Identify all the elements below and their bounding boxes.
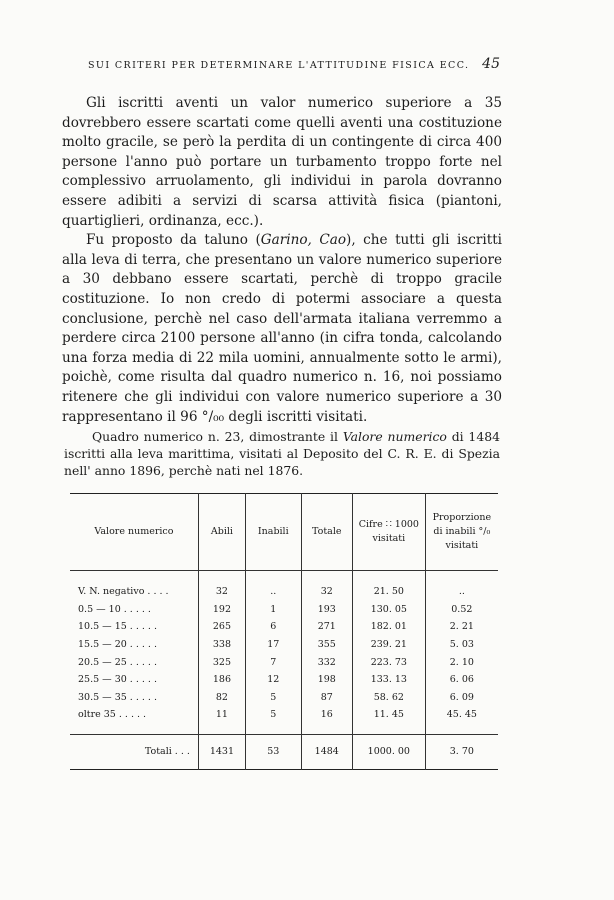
cell-totale: 198 — [301, 671, 352, 689]
cell-totale: 87 — [301, 689, 352, 707]
statistics-table — [70, 493, 498, 770]
table-row — [70, 618, 498, 636]
cell-proporzione: 2. 21 — [425, 618, 498, 636]
cell-range: 10.5 — 15 . . . . . — [78, 621, 157, 633]
caption-lead: Quadro numerico n. 23, dimostrante il — [92, 429, 343, 444]
cell-range: oltre 35 . . . . . — [78, 709, 147, 721]
cell-inabili: 1 — [245, 601, 301, 619]
cell-cifre: 11. 45 — [352, 706, 425, 734]
cell-abili: 32 — [198, 571, 245, 601]
cell-abili: 82 — [198, 689, 245, 707]
caption-italic: Valore numerico — [342, 429, 447, 444]
cell-range: 0.5 — 10 . . . . . — [78, 603, 151, 615]
cell-range: 25.5 — 30 . . . . . — [78, 674, 157, 686]
cell-inabili: 12 — [245, 671, 301, 689]
table-row — [70, 689, 498, 707]
running-header — [88, 56, 500, 72]
cell-totale: 355 — [301, 636, 352, 654]
header-cifre: Cifre ∷ 1000 visitati — [352, 494, 425, 571]
cell-cifre: 239. 21 — [352, 636, 425, 654]
running-title: SUI CRITERI PER DETERMINARE L'ATTITUDINE FISICA ECC. — [88, 60, 470, 71]
cell-cifre: 58. 62 — [352, 689, 425, 707]
cell-inabili: 17 — [245, 636, 301, 654]
cell-proporzione: 45. 45 — [425, 706, 498, 734]
cell-range: V. N. negativo . . . . — [78, 586, 169, 598]
header-valore-numerico: Valore numerico — [94, 526, 174, 537]
totals-proporzione: 3. 70 — [425, 734, 498, 769]
cell-proporzione: 2. 10 — [425, 653, 498, 671]
cell-inabili: 5 — [245, 689, 301, 707]
paragraph-2-rest: ), che tutti gli iscritti alla leva di terra, che presentano un valore numerico superiore a 30 debbano essere scartati, perchè di troppo gracile costituzione. Io non credo di potermi associare a questa conclusione, perchè nel caso dell'armata italiana verremmo a perdere circa 2100 persone all'anno (in cifra tonda, calcolando una forza media di 22 mila uomini, annualmente sotto le armi), poichè, come risulta dal quadro numerico n. 16, noi possiamo ritenere che gli individui con valore numerico superiore a 30 rappresentano il 96 °/₀₀ degli iscritti visitati. — [62, 232, 502, 425]
cell-proporzione: 5. 03 — [425, 636, 498, 654]
table-header-row — [70, 494, 498, 571]
paragraph-2 — [62, 231, 502, 427]
cell-totale: 193 — [301, 601, 352, 619]
paragraph-2-names: Garino, Cao — [260, 232, 347, 249]
cell-proporzione: .. — [425, 571, 498, 601]
cell-cifre: 133. 13 — [352, 671, 425, 689]
table-row — [70, 571, 498, 601]
header-inabili: Inabili — [245, 494, 301, 571]
cell-inabili: .. — [245, 571, 301, 601]
cell-proporzione: 0.52 — [425, 601, 498, 619]
cell-cifre: 223. 73 — [352, 653, 425, 671]
cell-totale: 332 — [301, 653, 352, 671]
totals-abili: 1431 — [198, 734, 245, 769]
table-row — [70, 671, 498, 689]
table-row — [70, 653, 498, 671]
cell-cifre: 21. 50 — [352, 571, 425, 601]
header-abili: Abili — [198, 494, 245, 571]
table-row — [70, 706, 498, 734]
totals-totale: 1484 — [301, 734, 352, 769]
cell-abili: 325 — [198, 653, 245, 671]
header-totale: Totale — [301, 494, 352, 571]
paragraph-1: Gli iscritti aventi un valor numerico superiore a 35 dovrebbero essere scartati come quelli aventi una costituzione molto gracile, se però la perdita di un contingente di circa 400 persone l'anno può portare un turbamento troppo forte nel complessivo arruolamento, gli individui in parola dovranno essere adibiti a servizi di scarsa attività fisica (piantoni, quartiglieri, ordinanza, ecc.). — [62, 95, 502, 229]
table-row — [70, 636, 498, 654]
cell-abili: 192 — [198, 601, 245, 619]
totals-row — [70, 734, 498, 769]
cell-totale: 32 — [301, 571, 352, 601]
cell-abili: 338 — [198, 636, 245, 654]
cell-abili: 186 — [198, 671, 245, 689]
paragraph-2-start: Fu proposto da taluno ( — [86, 232, 261, 249]
cell-cifre: 182. 01 — [352, 618, 425, 636]
cell-range: 20.5 — 25 . . . . . — [78, 656, 157, 668]
totals-label: Totali . . . — [144, 746, 190, 758]
cell-totale: 271 — [301, 618, 352, 636]
cell-proporzione: 6. 06 — [425, 671, 498, 689]
cell-range: 15.5 — 20 . . . . . — [78, 639, 157, 651]
page-number: 45 — [482, 56, 500, 72]
cell-inabili: 7 — [245, 653, 301, 671]
caption-rest: di 1484 iscritti alla leva marittima, visitati al Deposito del C. R. E. di Spezia nell' anno 1896, perchè nati nel 1876. — [64, 429, 500, 478]
totals-cifre: 1000. 00 — [352, 734, 425, 769]
totals-inabili: 53 — [245, 734, 301, 769]
header-proporzione: Proporzione di inabili °/₀ visitati — [425, 494, 498, 571]
cell-inabili: 6 — [245, 618, 301, 636]
cell-totale: 16 — [301, 706, 352, 734]
cell-cifre: 130. 05 — [352, 601, 425, 619]
cell-inabili: 5 — [245, 706, 301, 734]
cell-abili: 11 — [198, 706, 245, 734]
cell-proporzione: 6. 09 — [425, 689, 498, 707]
cell-abili: 265 — [198, 618, 245, 636]
table-row — [70, 601, 498, 619]
cell-range: 30.5 — 35 . . . . . — [78, 691, 157, 703]
body-text — [62, 94, 502, 427]
table-caption — [64, 428, 500, 479]
